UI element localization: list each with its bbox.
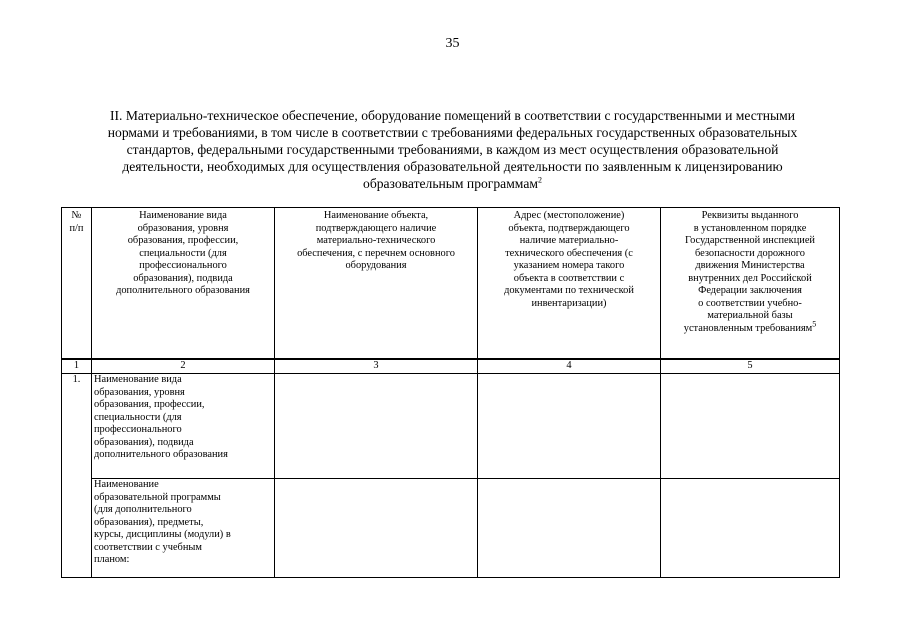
cell-line: курсы, дисциплины (модули) в — [94, 529, 231, 540]
header-line: в установленном порядке — [693, 222, 807, 234]
table-row — [62, 479, 840, 578]
row-number: 1. — [62, 374, 92, 578]
header-line: Федерации заключения — [698, 285, 802, 296]
header-line: обеспечения, с перечнем основного — [297, 247, 455, 259]
column-number: 2 — [92, 359, 275, 374]
column-number: 5 — [661, 359, 840, 374]
education-type-cell — [92, 374, 275, 479]
header-line: документами по технической — [504, 285, 634, 296]
page-number: 35 — [445, 36, 460, 51]
section-title-line: деятельности, необходимых для осуществления образовательной деятельности по заявленным к лицензированию — [122, 159, 783, 174]
header-line: Адрес (местоположение) — [513, 210, 625, 221]
empty-cell[interactable] — [478, 479, 661, 578]
header-line: образования), подвида — [133, 272, 233, 284]
empty-cell[interactable] — [661, 374, 840, 479]
cell-line: Наименование вида — [94, 374, 182, 385]
cell-line: планом: — [94, 554, 130, 565]
header-line: наличие материально- — [519, 235, 619, 246]
header-line: внутренних дел Российской — [688, 272, 812, 284]
table-row — [62, 374, 840, 479]
header-line: подтверждающего наличие — [315, 222, 437, 234]
header-line: безопасности дорожного — [695, 247, 805, 259]
header-line: материально-технического — [316, 235, 436, 246]
empty-cell[interactable] — [661, 479, 840, 578]
header-line: объекта, подтверждающего — [508, 222, 630, 234]
header-cell-object-name — [275, 208, 478, 360]
empty-cell[interactable] — [275, 479, 478, 578]
header-line: профессионального — [139, 260, 227, 271]
footnote-marker: 2 — [537, 175, 542, 185]
header-cell-education-type — [92, 208, 275, 360]
section-title-line: II. Материально-техническое обеспечение, оборудование помещений в соответствии с государственными и местными — [109, 108, 796, 123]
footnote-marker: 5 — [812, 319, 817, 329]
cell-line: соответствии с учебным — [94, 541, 202, 553]
header-cell-requisites — [661, 208, 840, 360]
header-line: объекта в соответствии с — [513, 272, 625, 284]
column-number: 1 — [62, 359, 92, 374]
section-title-line: стандартов, федеральными государственными требованиями, в каждом из мест осуществления образовательной — [126, 142, 779, 157]
header-line: Наименование объекта, — [323, 210, 429, 221]
header-line: установленным требованиям — [683, 322, 813, 334]
equipment-table — [61, 207, 840, 578]
header-line: технического обеспечения (с — [505, 247, 633, 259]
header-line: оборудования — [345, 260, 407, 271]
cell-line: образования, уровня — [94, 386, 185, 398]
cell-line: образования, профессии, — [94, 399, 205, 410]
cell-line: дополнительного образования — [94, 449, 228, 460]
section-title-line-last — [55, 175, 850, 192]
header-line: Наименование вида — [139, 210, 227, 221]
header-line: указанием номера такого — [513, 260, 625, 271]
header-line: Государственной инспекцией — [685, 235, 815, 246]
cell-line: (для дополнительного — [94, 504, 192, 515]
header-cell-address — [478, 208, 661, 360]
cell-line: Наименование — [94, 479, 159, 490]
cell-line: образования), подвида — [94, 436, 194, 448]
empty-cell[interactable] — [275, 374, 478, 479]
header-line: материальной базы — [707, 310, 793, 321]
program-name-cell — [92, 479, 275, 578]
header-line: дополнительного образования — [116, 285, 250, 296]
header-line: движения Министерства — [695, 260, 805, 271]
column-number: 4 — [478, 359, 661, 374]
header-line-last — [663, 319, 837, 336]
header-line: о соответствии учебно- — [698, 297, 802, 309]
table-header-row — [62, 208, 840, 360]
header-cell-number — [62, 208, 92, 360]
empty-cell[interactable] — [478, 374, 661, 479]
section-title-line: образовательным программам — [363, 176, 538, 191]
section-title-line: нормами и требованиями, в том числе в соответствии с требованиями федеральных государственных образовательных — [107, 125, 798, 140]
cell-line: образования), предметы, — [94, 516, 204, 528]
cell-line: профессионального — [94, 424, 182, 435]
cell-line: образовательной программы — [94, 491, 221, 503]
header-line: образования, профессии, — [127, 235, 239, 246]
header-line: № — [71, 210, 82, 221]
header-line: специальности (для — [139, 247, 227, 259]
header-line: образования, уровня — [137, 222, 229, 234]
header-line: Реквизиты выданного — [701, 210, 799, 221]
section-title — [55, 107, 850, 192]
column-number: 3 — [275, 359, 478, 374]
header-line: инвентаризации) — [531, 297, 607, 309]
header-line: п/п — [69, 222, 84, 234]
cell-line: специальности (для — [94, 411, 182, 423]
column-number-row — [62, 359, 840, 374]
